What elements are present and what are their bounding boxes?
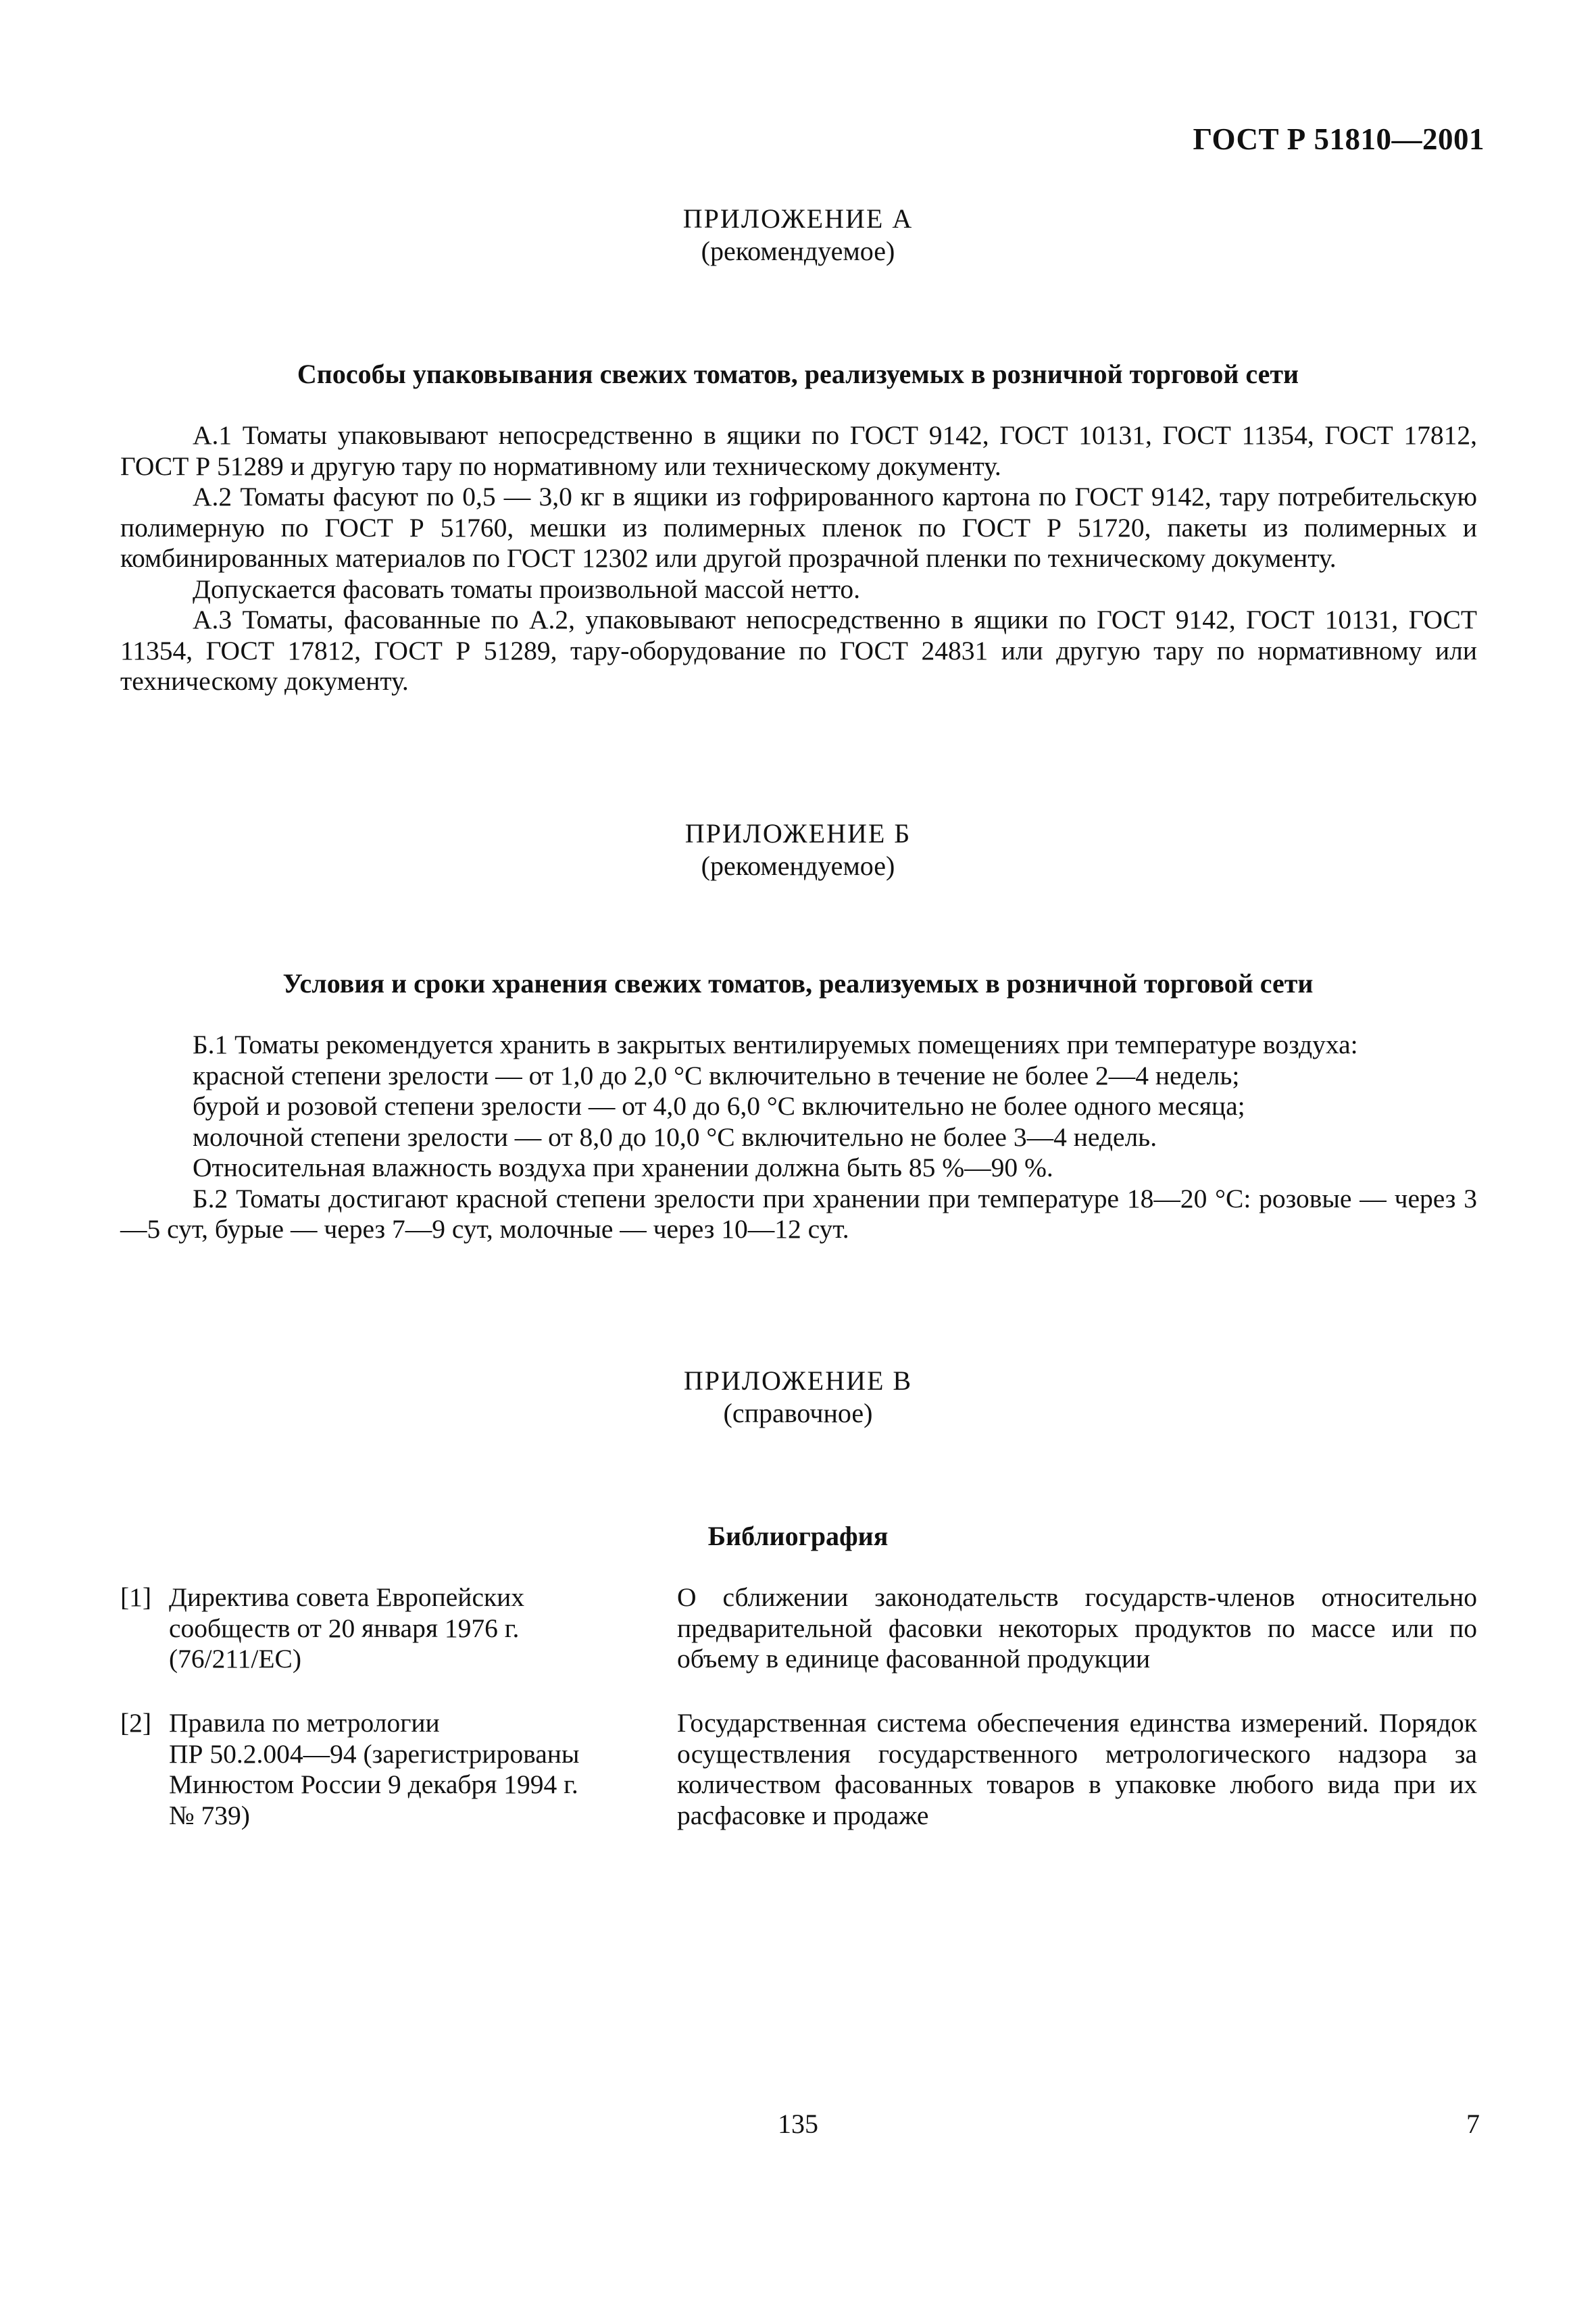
appendix-b-kind: (рекомендуемое) — [701, 851, 895, 881]
paragraph-a1: А.1 Томаты упаковывают непосредственно в ящики по ГОСТ 9142, ГОСТ 10131, ГОСТ 11354, ГОСТ 17812, ГОСТ Р 51289 и другую тару по нормативному или техническому документу. — [120, 420, 1477, 481]
appendix-v-title: ПРИЛОЖЕНИЕ В — [683, 1365, 913, 1396]
bibliography-source: Правила по метрологии ПР 50.2.004—94 (зарегистрированы Минюстом России 9 декабря 1994 г. № 739) — [169, 1708, 580, 1830]
appendix-a-body — [120, 420, 1477, 697]
appendix-v-kind: (справочное) — [723, 1398, 873, 1428]
sheet-number: 7 — [1466, 2109, 1480, 2139]
bibliography-description: О сближении законодательств государств-членов относительно предварительной фасовки некоторых продуктов по массе или по объему в единице фасованной продукции — [677, 1582, 1477, 1674]
bibliography-number: [2] — [120, 1708, 152, 1738]
bibliography-heading: Библиография — [707, 1521, 889, 1551]
appendix-b-header — [0, 818, 1596, 882]
bibliography-source: Директива совета Европейских сообществ от 20 января 1976 г. (76/211/ЕС) — [169, 1582, 525, 1674]
condition-milky: молочной степени зрелости — от 8,0 до 10,0 °С включительно не более 3—4 недель. — [193, 1122, 1157, 1152]
paragraph-b1: Б.1 Томаты рекомендуется хранить в закрытых вентилируемых помещениях при температуре воздуха: — [193, 1030, 1358, 1059]
appendix-a-kind: (рекомендуемое) — [701, 236, 895, 266]
document-code: ГОСТ Р 51810—2001 — [1193, 122, 1485, 156]
appendix-a-title: ПРИЛОЖЕНИЕ А — [682, 203, 914, 234]
appendix-b-heading: Условия и сроки хранения свежих томатов, реализуемых в розничной торговой сети — [282, 968, 1314, 999]
condition-red: красной степени зрелости — от 1,0 до 2,0 °С включительно в течение не более 2—4 недель; — [193, 1060, 1240, 1090]
paragraph-b2: Б.2 Томаты достигают красной степени зрелости при хранении при температуре 18—20 °С: розовые — через 3—5 сут, бурые — через 7—9 сут, молочные — через 10—12 сут. — [120, 1183, 1477, 1244]
appendix-v-header — [0, 1365, 1596, 1430]
paragraph-a3: А.3 Томаты, фасованные по А.2, упаковывают непосредственно в ящики по ГОСТ 9142, ГОСТ 10131, ГОСТ 11354, ГОСТ 17812, ГОСТ Р 51289, тару-оборудование по ГОСТ 24831 или другую тару по нормативному или техническому документу. — [120, 605, 1477, 696]
appendix-a-heading: Способы упаковывания свежих томатов, реализуемых в розничной торговой сети — [297, 359, 1299, 389]
paragraph-a2-note: Допускается фасовать томаты произвольной массой нетто. — [193, 574, 860, 604]
page-number: 135 — [778, 2109, 818, 2139]
bibliography-description: Государственная система обеспечения единства измерений. Порядок осуществления государственного метрологического надзора за количеством фасованных товаров в упаковке любого вида при их расфасовке и продаже — [677, 1708, 1477, 1830]
appendix-b-title: ПРИЛОЖЕНИЕ Б — [684, 818, 912, 849]
paragraph-a2: А.2 Томаты фасуют по 0,5 — 3,0 кг в ящики из гофрированного картона по ГОСТ 9142, тару потребительскую полимерную по ГОСТ Р 51760, мешки из полимерных пленок по ГОСТ Р 51720, пакеты из полимерных и комбинированных материалов по ГОСТ 12302 или другой прозрачной пленки по техническому документу. — [120, 482, 1477, 573]
appendix-b-body — [120, 1030, 1477, 1245]
appendix-a-header — [0, 203, 1596, 268]
bibliography-number: [1] — [120, 1582, 152, 1612]
condition-brown-pink: бурой и розовой степени зрелости — от 4,0 до 6,0 °С включительно не более одного месяца; — [193, 1091, 1245, 1121]
condition-humidity: Относительная влажность воздуха при хранении должна быть 85 %—90 %. — [193, 1153, 1053, 1182]
